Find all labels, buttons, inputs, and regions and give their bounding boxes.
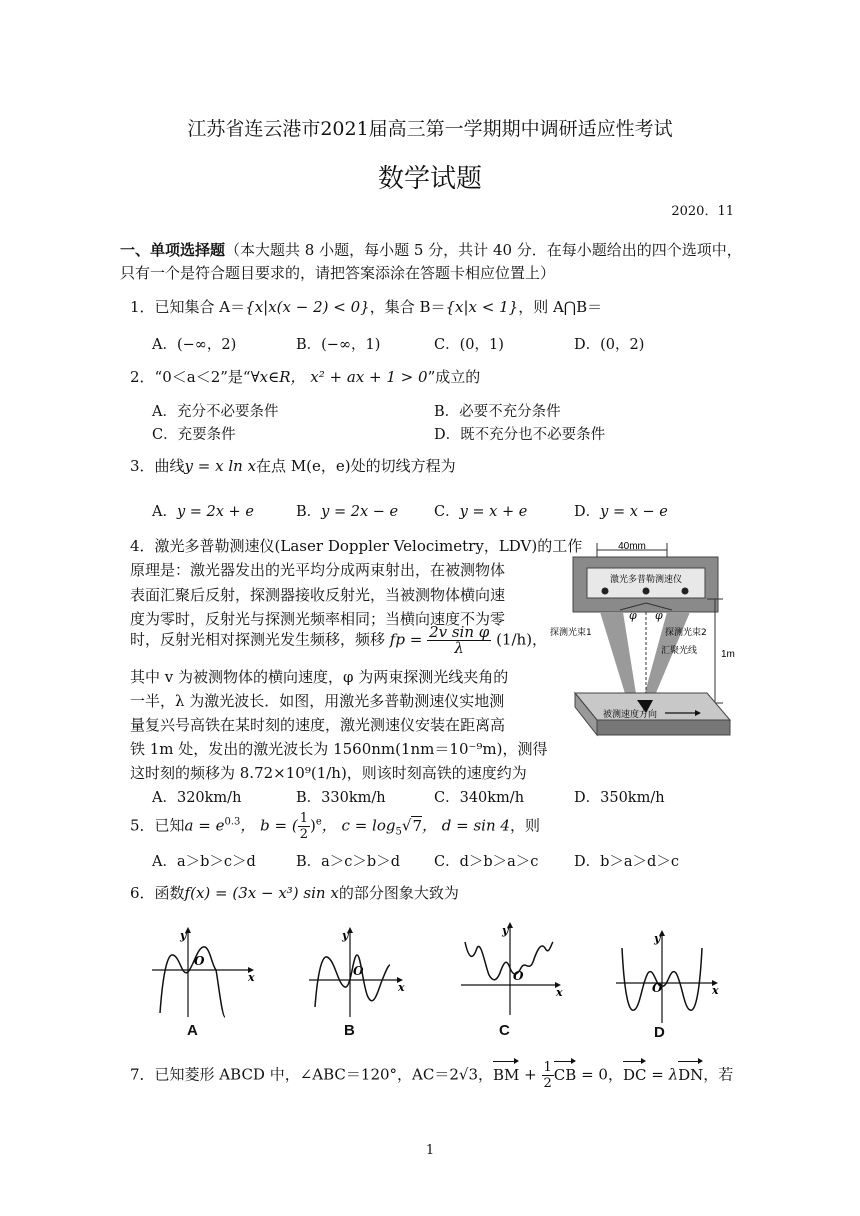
q3-option-c: C．y = x + e	[434, 504, 528, 520]
q4-line5: 时，反射光相对探测光发生频移，频移 fp = $\frac{\text{2v sin φ}}{\lambda}$ (1/h)，	[130, 623, 548, 657]
page-number: 1	[425, 1143, 435, 1158]
q4-option-b: B．330km/h	[296, 790, 386, 806]
q3-option-a: A．y = 2x + e	[152, 504, 254, 520]
q5-option-a: A．a＞b＞c＞d	[152, 854, 256, 870]
q5-option-c: C．d＞b＞a＞c	[434, 854, 539, 870]
question-2-stem: 2．“0＜a＜2”是“∀x∈R， x² + ax + 1 > 0”成立的	[130, 368, 481, 386]
graph-d	[612, 928, 722, 1028]
q4-line4: 度为零时，反射光与探测光频率相同；当横向速度不为零	[130, 610, 506, 628]
svg-text:O: O	[353, 964, 364, 978]
beam-2	[643, 612, 690, 700]
q2-option-c: C．充要条件	[152, 427, 236, 443]
graph-a-label: A	[187, 1022, 198, 1039]
q1-option-b: B．(−∞，1)	[296, 337, 381, 353]
q4-line3: 表面汇聚后反射，探测器接收反射光，当被测物体横向速	[130, 586, 506, 604]
vector-bm: BM	[493, 1065, 520, 1084]
section-heading: 一、单项选择题	[120, 241, 226, 259]
exam-date: 2020．11	[671, 204, 734, 219]
q4-line9: 铁 1m 处，发出的激光波长为 1560nm(1nm＝10⁻⁹m)，测得	[130, 740, 548, 758]
q4-line7: 一半，λ 为激光波长．如图，用激光多普勒测速仪实地测	[130, 692, 505, 710]
width-label: 40mm	[618, 541, 646, 552]
q4-option-d: D．350km/h	[574, 790, 665, 806]
beam1-label: 探测光束1	[550, 628, 592, 638]
set-a: {x|x(x − 2) < 0}	[245, 298, 370, 316]
vector-cb: CB	[553, 1065, 577, 1084]
svg-text:O: O	[194, 954, 205, 968]
vector-dn: DN	[678, 1065, 704, 1084]
q4-line1: 4．激光多普勒测速仪(Laser Doppler Velocimetry，LDV)的工作	[130, 537, 583, 555]
question-7-stem: 7．已知菱形 ABCD 中，∠ABC＝120°，AC＝2√3，BM + $\frac{1}{2}$ CB = 0，DC = λDN，若	[130, 1060, 734, 1091]
question-1-stem: 1．已知集合 A＝{x|x(x − 2) < 0}，集合 B＝{x|x < 1}，则 A⋂B＝	[130, 298, 603, 316]
beam-1	[600, 612, 637, 700]
angle-label-left: φ	[629, 609, 637, 622]
freq-shift-symbol: fp =	[389, 630, 423, 649]
direction-label: 被测速度方向	[603, 710, 658, 720]
svg-text:x: x	[398, 981, 405, 994]
exam-subtitle: 数学试题	[377, 164, 482, 194]
svg-text:x: x	[556, 986, 563, 999]
q2-option-a: A．充分不必要条件	[152, 404, 279, 420]
q3-option-b: B．y = 2x − e	[296, 504, 399, 520]
graph-a	[148, 925, 258, 1025]
q2-option-d: D．既不充分也不必要条件	[434, 427, 606, 443]
svg-text:y: y	[342, 929, 349, 942]
graph-c-label: C	[499, 1022, 510, 1039]
q4-option-c: C．340km/h	[434, 790, 525, 806]
ldv-figure	[545, 535, 745, 750]
svg-text:x: x	[712, 984, 719, 997]
angle-label-right: φ	[655, 609, 663, 622]
q1-option-d: D．(0，2)	[574, 337, 645, 353]
q4-option-a: A．320km/h	[152, 790, 242, 806]
graph-b-label: B	[344, 1022, 355, 1039]
q5-option-b: B．a＞c＞b＞d	[296, 854, 400, 870]
svg-text:O: O	[652, 981, 663, 995]
graph-d-label: D	[654, 1024, 665, 1041]
svg-text:y: y	[180, 929, 187, 942]
exam-title: 江苏省连云港市2021届高三第一学期期中调研适应性考试	[187, 118, 673, 140]
q2-formula: ∀x∈R， x² + ax + 1 > 0	[250, 368, 428, 386]
instructions-line1: （本大题共 8 小题，每小题 5 分，共计 40 分．在每小题给出的四个选项中，	[225, 241, 742, 259]
q2-option-b: B．必要不充分条件	[434, 404, 561, 420]
q4-line10: 这时刻的频移为 8.72×10⁹(1/h)，则该时刻高铁的速度约为	[130, 764, 527, 782]
instructions-line2: 只有一个是符合题目要求的，请把答案添涂在答题卡相应位置上）	[120, 264, 556, 282]
q3-option-d: D．y = x − e	[574, 504, 668, 520]
q4-line2: 原理是：激光器发出的光平均分成两束射出，在被测物体	[130, 561, 506, 579]
distance-label: 1m	[721, 649, 735, 660]
beam2-label: 探测光束2	[665, 628, 707, 638]
question-6-stem: 6．函数f(x) = (3x − x³) sin x的部分图象大致为	[130, 884, 459, 902]
vector-dc: DC	[622, 1065, 647, 1084]
section-instructions	[120, 239, 742, 261]
svg-text:O: O	[513, 969, 524, 983]
graph-b	[305, 925, 415, 1025]
freq-shift-fraction: $\frac{\text{2v sin φ}}{\lambda}$	[429, 623, 490, 657]
question-3-stem: 3．曲线y = x ln x在点 M(e，e)处的切线方程为	[130, 457, 456, 475]
svg-text:x: x	[248, 971, 255, 984]
svg-text:y: y	[502, 924, 509, 937]
q4-line6: 其中 v 为被测物体的横向速度，φ 为两束探测光线夹角的	[130, 668, 509, 686]
q1-option-a: A．(−∞，2)	[152, 337, 237, 353]
graph-c	[455, 920, 565, 1020]
q4-line8: 量复兴号高铁在某时刻的速度，激光测速仪安装在距离高	[130, 716, 506, 734]
svg-text:y: y	[654, 932, 661, 945]
question-5-stem: 5．已知$a = e^{0.3}$， b = ( $\frac{1}{2}$ )$^e$， $c = \log_5√7$， d = sin 4，则	[130, 811, 540, 842]
q3-formula: y = x ln x	[184, 457, 257, 475]
q5-option-d: D．b＞a＞d＞c	[574, 854, 679, 870]
q1-option-c: C．(0，1)	[434, 337, 504, 353]
set-b: {x|x < 1}	[445, 298, 519, 316]
device-label: 激光多普勒测速仪	[609, 575, 683, 585]
converge-label: 汇聚光线	[661, 646, 698, 656]
